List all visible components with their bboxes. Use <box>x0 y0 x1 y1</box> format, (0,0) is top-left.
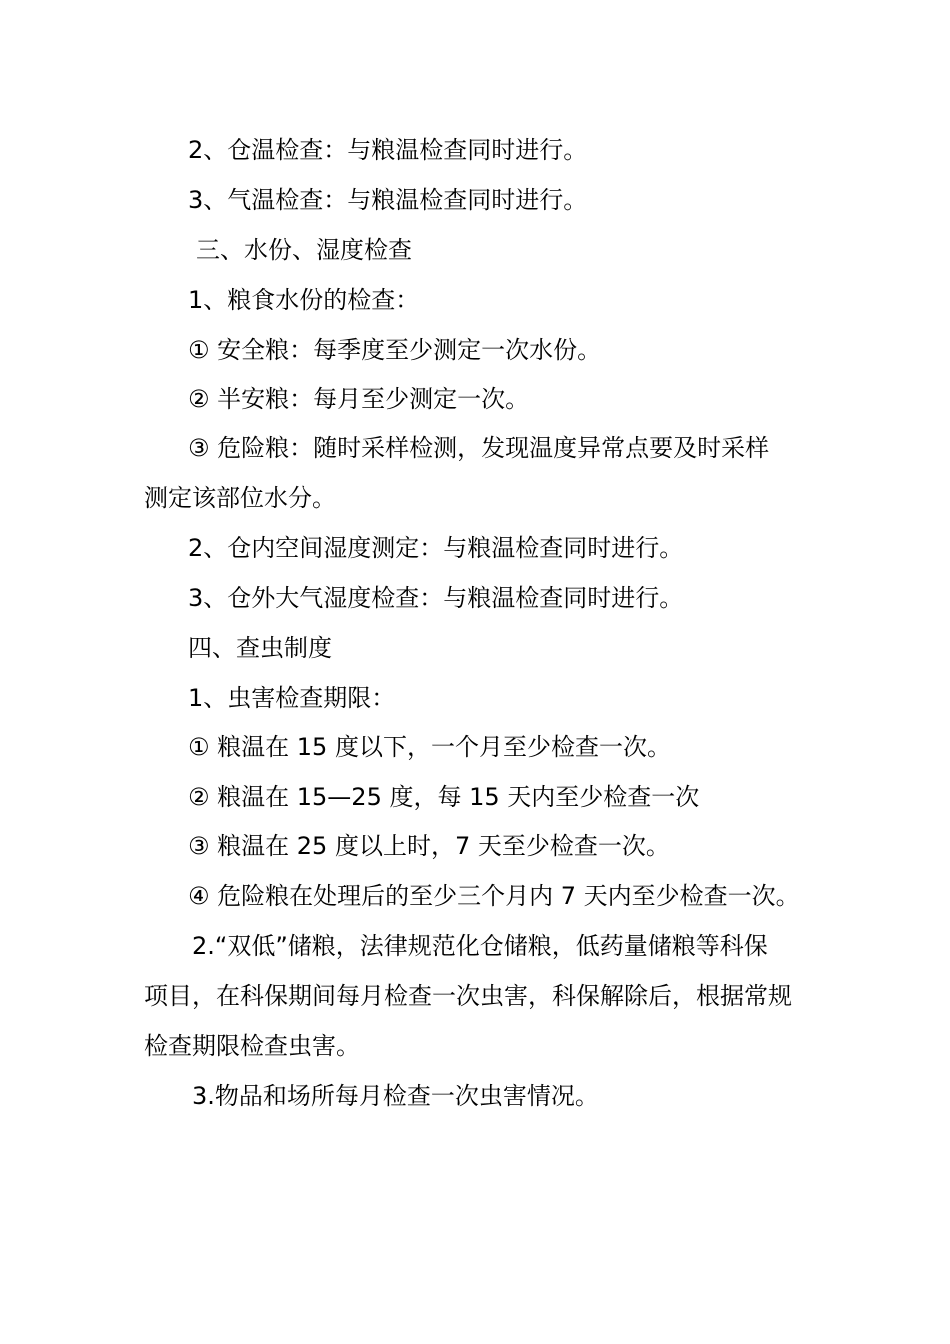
text-line: 2、仓温检查：与粮温检查同时进行。 <box>188 136 588 164</box>
text-line: 2、仓内空间湿度测定：与粮温检查同时进行。 <box>188 534 684 562</box>
list-item: ③ 危险粮：随时采样检测，发现温度异常点要及时采样 <box>188 434 770 462</box>
text-line: 项目，在科保期间每月检查一次虫害，科保解除后，根据常规 <box>144 982 792 1010</box>
list-item: ④ 危险粮在处理后的至少三个月内 7 天内至少检查一次。 <box>188 882 800 910</box>
text-line: 3.物品和场所每月检查一次虫害情况。 <box>192 1082 599 1110</box>
list-item: ② 半安粮：每月至少测定一次。 <box>188 385 530 413</box>
list-item: ③ 粮温在 25 度以上时，7 天至少检查一次。 <box>188 832 670 860</box>
text-line: 3、气温检查：与粮温检查同时进行。 <box>188 186 588 214</box>
section-heading: 四、查虫制度 <box>188 634 332 662</box>
text-line: 测定该部位水分。 <box>144 484 336 512</box>
text-line: 3、仓外大气湿度检查：与粮温检查同时进行。 <box>188 584 684 612</box>
text-line: 检查期限检查虫害。 <box>144 1032 360 1060</box>
text-line: 1、虫害检查期限： <box>188 684 396 712</box>
list-item: ① 安全粮：每季度至少测定一次水份。 <box>188 336 602 364</box>
section-heading: 三、水份、湿度检查 <box>196 236 412 264</box>
text-line: 2.“双低”储粮，法律规范化仓储粮，低药量储粮等科保 <box>192 932 768 960</box>
list-item: ① 粮温在 15 度以下，一个月至少检查一次。 <box>188 733 671 761</box>
list-item: ② 粮温在 15—25 度，每 15 天内至少检查一次 <box>188 783 700 811</box>
text-line: 1、粮食水份的检查： <box>188 286 420 314</box>
